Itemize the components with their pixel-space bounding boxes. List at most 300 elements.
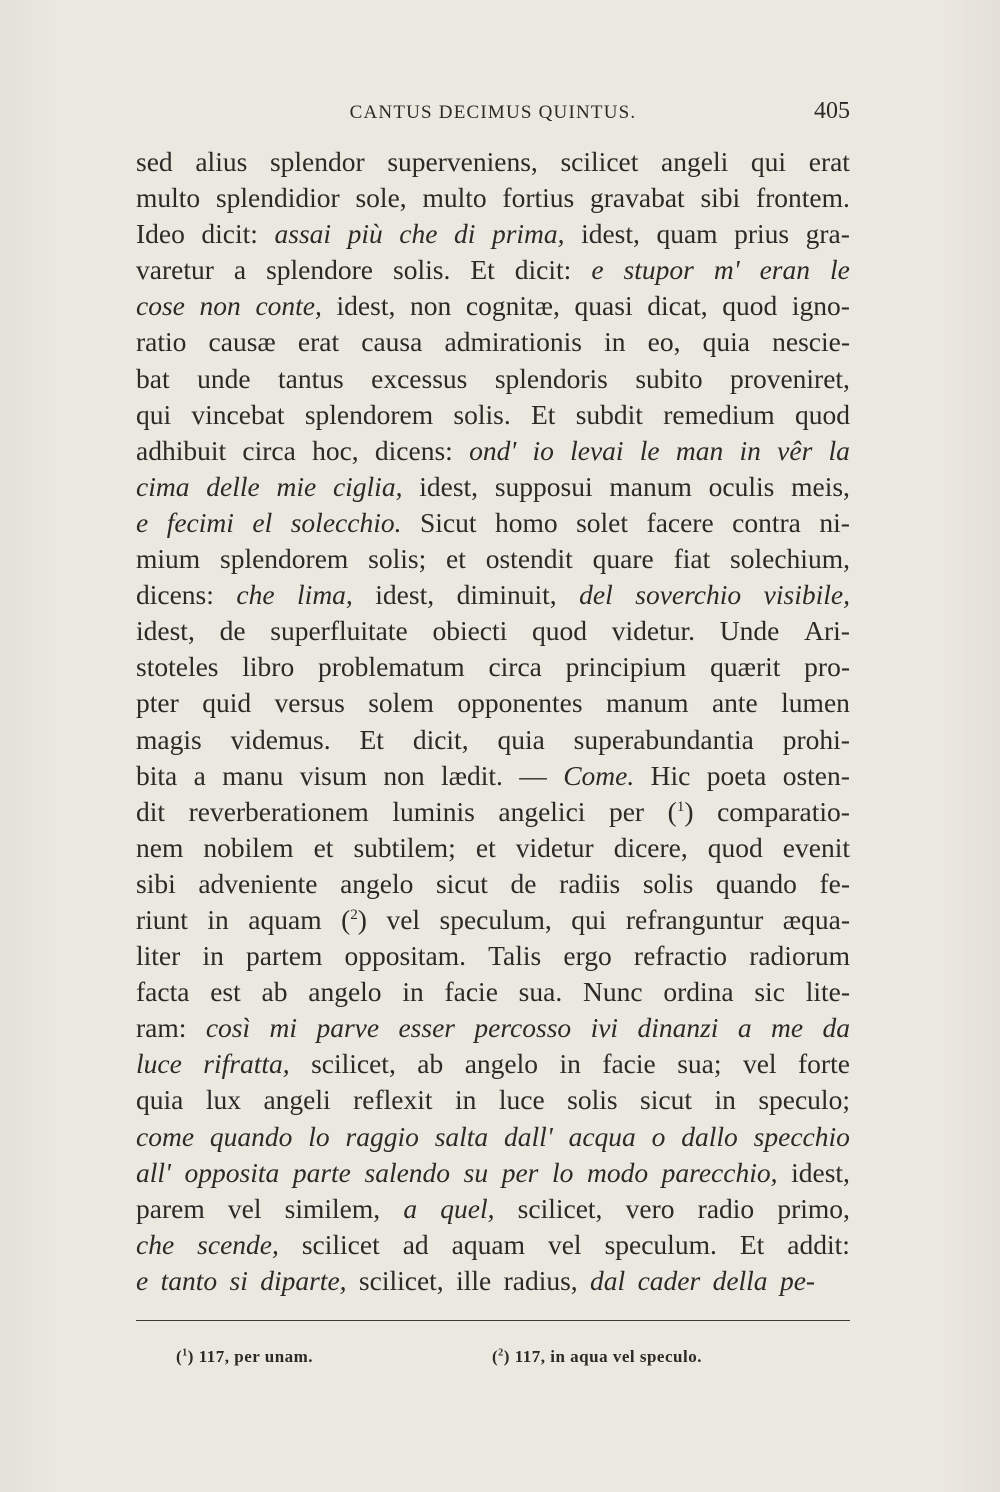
word: erat bbox=[808, 146, 850, 177]
word: unde bbox=[197, 362, 251, 394]
text-line bbox=[136, 361, 850, 397]
text-line bbox=[136, 794, 850, 830]
word: quod bbox=[707, 831, 763, 863]
word: solis; bbox=[368, 543, 427, 575]
word: subtilem; bbox=[353, 831, 456, 863]
word: luce bbox=[136, 1048, 182, 1080]
word: libro bbox=[242, 651, 295, 683]
word: videtur. bbox=[611, 615, 696, 647]
word: sua; bbox=[677, 1048, 722, 1080]
word: manum bbox=[606, 687, 689, 719]
word: angelo bbox=[464, 1048, 539, 1080]
word: contra bbox=[732, 506, 801, 538]
word: idest, bbox=[136, 615, 195, 647]
word: luminis bbox=[392, 795, 475, 827]
word: a bbox=[403, 1192, 418, 1224]
word: alius bbox=[195, 146, 248, 177]
word: vel bbox=[742, 1048, 777, 1080]
text-line bbox=[136, 1010, 850, 1046]
word: ostendit bbox=[485, 543, 573, 575]
word: dicit: bbox=[201, 218, 258, 250]
word: stupor bbox=[623, 254, 694, 286]
footnote-reference: ($^2$) bbox=[341, 903, 367, 935]
text-line bbox=[136, 469, 850, 505]
word: solis. bbox=[453, 398, 511, 430]
word: meis, bbox=[791, 470, 850, 502]
word: che bbox=[136, 1228, 175, 1260]
word: ratio bbox=[136, 326, 187, 358]
word: facie bbox=[444, 976, 498, 1008]
text-line bbox=[136, 685, 850, 721]
word: idest, bbox=[419, 470, 479, 502]
word: vel bbox=[547, 1228, 582, 1260]
word: lux bbox=[205, 1084, 241, 1116]
word: quia bbox=[702, 326, 750, 358]
word: supposui bbox=[494, 470, 593, 502]
word: della bbox=[712, 1264, 768, 1296]
word: ergo bbox=[563, 940, 612, 972]
word: dit bbox=[136, 795, 166, 827]
word: lo bbox=[308, 1120, 330, 1152]
text-line bbox=[136, 1119, 850, 1155]
word: superveniens, bbox=[387, 146, 538, 177]
word: Et bbox=[530, 398, 556, 430]
word: vero bbox=[625, 1192, 675, 1224]
word: oppositam. bbox=[344, 940, 466, 972]
word: in bbox=[559, 1048, 581, 1080]
word: me bbox=[771, 1012, 804, 1044]
word: angelici bbox=[498, 795, 586, 827]
word: dallo bbox=[681, 1120, 738, 1152]
word: dall' bbox=[504, 1120, 553, 1152]
word: o bbox=[651, 1120, 666, 1152]
word: per bbox=[608, 795, 645, 827]
word: subito bbox=[635, 362, 703, 394]
word: dal bbox=[590, 1264, 626, 1296]
text-line bbox=[136, 144, 850, 180]
word: modo bbox=[586, 1156, 649, 1188]
word: lima, bbox=[297, 579, 353, 611]
word: visum bbox=[299, 759, 367, 791]
word: le bbox=[830, 254, 850, 286]
word: causæ bbox=[208, 326, 276, 358]
word: varetur bbox=[136, 254, 214, 286]
word: osten- bbox=[782, 759, 850, 791]
word: qui bbox=[750, 146, 787, 177]
word: lumen bbox=[781, 687, 850, 719]
word: addit: bbox=[787, 1228, 850, 1260]
word: ille bbox=[456, 1264, 492, 1296]
word: adveniente bbox=[198, 867, 318, 899]
word: eo, bbox=[647, 326, 681, 358]
commentary-text bbox=[136, 144, 850, 1299]
word: solem bbox=[368, 687, 434, 719]
word: Talis bbox=[488, 940, 542, 972]
word: quando bbox=[715, 867, 797, 899]
word: sibi bbox=[700, 182, 741, 214]
word: Hic bbox=[650, 759, 691, 791]
word: dicit: bbox=[514, 254, 572, 286]
word: pter bbox=[136, 687, 179, 719]
word: gravabat bbox=[590, 182, 685, 214]
footnote-reference: ($^1$) bbox=[667, 795, 694, 827]
word: idest, bbox=[791, 1156, 850, 1188]
word: homo bbox=[494, 506, 558, 538]
word: in bbox=[402, 976, 424, 1008]
word: superabundantia bbox=[573, 723, 754, 755]
word: pro- bbox=[804, 651, 850, 683]
word: sole, bbox=[355, 182, 407, 214]
word: lo bbox=[551, 1156, 574, 1188]
word: prius bbox=[734, 218, 790, 250]
word: diparte, bbox=[260, 1264, 347, 1296]
word: dicens: bbox=[374, 434, 453, 466]
footnote-rule bbox=[136, 1320, 850, 1321]
word: dicere, bbox=[613, 831, 688, 863]
word: vel bbox=[227, 1192, 262, 1224]
word: sua. bbox=[518, 976, 563, 1008]
word: a bbox=[737, 1012, 752, 1044]
word: igno- bbox=[791, 290, 850, 322]
text-line bbox=[136, 938, 850, 974]
word: idest, bbox=[336, 290, 396, 322]
word: opponentes bbox=[457, 687, 583, 719]
word: esser bbox=[398, 1012, 455, 1044]
word: nobilem bbox=[203, 831, 294, 863]
word: lite- bbox=[805, 976, 850, 1008]
word: quid bbox=[202, 687, 252, 719]
word: superfluitate bbox=[270, 615, 408, 647]
word: et bbox=[475, 831, 496, 863]
word: visibile, bbox=[763, 579, 850, 611]
word: ad bbox=[402, 1228, 429, 1260]
word: assai bbox=[274, 218, 332, 250]
word: che bbox=[236, 579, 275, 611]
word: specchio bbox=[753, 1120, 850, 1152]
word: diminuit, bbox=[456, 579, 557, 611]
word: radiis bbox=[559, 867, 621, 899]
word: Unde bbox=[719, 615, 780, 647]
word: quasi bbox=[574, 290, 633, 322]
word: tanto bbox=[160, 1264, 218, 1296]
word: facie bbox=[602, 1048, 656, 1080]
word: a bbox=[193, 759, 206, 791]
word: prohi- bbox=[782, 723, 850, 755]
word: qui bbox=[136, 398, 172, 430]
word: Ideo bbox=[136, 218, 185, 250]
word: salta bbox=[434, 1120, 489, 1152]
word: el bbox=[252, 506, 273, 538]
word: percosso bbox=[474, 1012, 572, 1044]
word: ivi bbox=[590, 1012, 619, 1044]
word: refractio bbox=[633, 940, 728, 972]
word: circa bbox=[242, 434, 296, 466]
word: evenit bbox=[782, 831, 850, 863]
word: dicat, bbox=[647, 290, 708, 322]
text-line bbox=[136, 649, 850, 685]
chapter-title: CANTUS DECIMUS QUINTUS. bbox=[349, 102, 637, 123]
word: — bbox=[519, 759, 547, 791]
word: splendore bbox=[266, 254, 374, 286]
word: aquam bbox=[248, 903, 322, 935]
word: angeli bbox=[263, 1084, 331, 1116]
word: angelo bbox=[308, 976, 382, 1008]
word: nescie- bbox=[772, 326, 850, 358]
word: de bbox=[219, 615, 246, 647]
word: da bbox=[822, 1012, 850, 1044]
word: frontem. bbox=[755, 182, 850, 214]
word: Ari- bbox=[804, 615, 850, 647]
word: solechium, bbox=[730, 543, 850, 575]
word: sed bbox=[136, 146, 173, 177]
word: fe- bbox=[819, 867, 850, 899]
text-line bbox=[136, 252, 850, 288]
word: splendorem bbox=[220, 543, 349, 575]
text-line bbox=[136, 397, 850, 433]
word: scilicet, bbox=[358, 1264, 444, 1296]
word: quod bbox=[722, 290, 778, 322]
word: radius, bbox=[503, 1264, 578, 1296]
word: delle bbox=[206, 470, 260, 502]
word: proveniret, bbox=[730, 362, 850, 394]
word: ordina bbox=[663, 976, 734, 1008]
text-line bbox=[136, 1227, 850, 1263]
word: angeli bbox=[661, 146, 729, 177]
word: sicut bbox=[640, 1084, 692, 1116]
word: versus bbox=[274, 687, 345, 719]
footnote-text: 117, in aqua vel speculo. bbox=[514, 1347, 702, 1366]
text-line bbox=[136, 577, 850, 613]
word: Sicut bbox=[419, 506, 477, 538]
text-line bbox=[136, 722, 850, 758]
word: dicit, bbox=[412, 723, 469, 755]
word: io bbox=[532, 434, 554, 466]
word: manum bbox=[609, 470, 692, 502]
word: bita bbox=[136, 759, 178, 791]
page-number: 405 bbox=[814, 98, 850, 124]
word: riunt bbox=[136, 903, 188, 935]
word: salendo bbox=[364, 1156, 451, 1188]
text-line bbox=[136, 613, 850, 649]
word: in bbox=[739, 434, 761, 466]
word: non bbox=[199, 290, 241, 322]
word: mium bbox=[136, 543, 201, 575]
word: parem bbox=[136, 1192, 205, 1224]
text-line bbox=[136, 758, 850, 794]
text-line bbox=[136, 541, 850, 577]
word: ni- bbox=[819, 506, 850, 538]
word: di bbox=[454, 218, 476, 250]
word: sicut bbox=[435, 867, 488, 899]
word: quando bbox=[209, 1120, 293, 1152]
word: acqua bbox=[568, 1120, 636, 1152]
word: admirationis bbox=[444, 326, 582, 358]
word: dicens: bbox=[136, 579, 214, 611]
word: solis bbox=[567, 1084, 618, 1116]
text-line bbox=[136, 180, 850, 216]
word: aquam bbox=[451, 1228, 525, 1260]
word: poeta bbox=[706, 759, 767, 791]
word: similem, bbox=[284, 1192, 381, 1224]
word: soverchio bbox=[635, 579, 742, 611]
word: in bbox=[454, 1084, 477, 1116]
word: nem bbox=[136, 831, 184, 863]
text-line bbox=[136, 433, 850, 469]
word: Et bbox=[359, 723, 384, 755]
word: adhibuit bbox=[136, 434, 227, 466]
word: circa bbox=[488, 651, 542, 683]
word: magis bbox=[136, 723, 202, 755]
word: idest, bbox=[581, 218, 640, 250]
word: obiecti bbox=[432, 615, 508, 647]
word: Et bbox=[470, 254, 495, 286]
word: splendorem bbox=[304, 398, 434, 430]
word: radiorum bbox=[749, 940, 850, 972]
text-line bbox=[136, 288, 850, 324]
footnote-mark: 2 bbox=[498, 1347, 504, 1359]
word: scilicet bbox=[301, 1228, 380, 1260]
word: videtur bbox=[515, 831, 594, 863]
text-line bbox=[136, 902, 850, 938]
word: sibi bbox=[136, 867, 176, 899]
word: rifratta, bbox=[203, 1048, 290, 1080]
text-line bbox=[136, 1191, 850, 1227]
word: tantus bbox=[277, 362, 344, 394]
word: comparatio- bbox=[717, 795, 850, 827]
word: reflexit bbox=[353, 1084, 433, 1116]
word: sic bbox=[754, 976, 785, 1008]
word: quod bbox=[794, 398, 850, 430]
word: in bbox=[604, 326, 626, 358]
word: refranguntur bbox=[625, 903, 764, 935]
word: hoc, bbox=[312, 434, 359, 466]
word: solis bbox=[642, 867, 694, 899]
footnote-text: 117, per unam. bbox=[198, 1347, 314, 1366]
word: non bbox=[410, 290, 452, 322]
word: splendor bbox=[269, 146, 365, 177]
word: lædit. bbox=[441, 759, 503, 791]
word: subdit bbox=[575, 398, 643, 430]
word: fiat bbox=[673, 543, 711, 575]
word: cognitæ, bbox=[465, 290, 560, 322]
word: bat bbox=[136, 362, 170, 394]
word: e bbox=[136, 506, 149, 538]
word: solet bbox=[576, 506, 629, 538]
word: e bbox=[591, 254, 604, 286]
word: quia bbox=[497, 723, 545, 755]
word: partem bbox=[246, 940, 323, 972]
word: che bbox=[399, 218, 438, 250]
word: cose bbox=[136, 290, 185, 322]
word: liter bbox=[136, 940, 181, 972]
word: così bbox=[205, 1012, 251, 1044]
word: in bbox=[202, 940, 224, 972]
word: vel bbox=[386, 903, 421, 935]
word: non bbox=[383, 759, 425, 791]
word: multo bbox=[422, 182, 487, 214]
word: le bbox=[639, 434, 660, 466]
word: del bbox=[579, 579, 613, 611]
word: in bbox=[714, 1084, 736, 1116]
word: est bbox=[210, 976, 241, 1008]
word: solecchio. bbox=[290, 506, 402, 538]
text-line bbox=[136, 505, 850, 541]
word: videmus. bbox=[230, 723, 331, 755]
word: qui bbox=[571, 903, 607, 935]
word: æqua- bbox=[782, 903, 850, 935]
word: quia bbox=[136, 1084, 184, 1116]
word: reverberationem bbox=[188, 795, 369, 827]
word: levai bbox=[570, 434, 624, 466]
word: conte, bbox=[255, 290, 322, 322]
word: prima, bbox=[491, 218, 565, 250]
word: stoteles bbox=[136, 651, 219, 683]
text-line bbox=[136, 974, 850, 1010]
word: facta bbox=[136, 976, 190, 1008]
word: ond' bbox=[469, 434, 517, 466]
word: a bbox=[233, 254, 247, 286]
word: scilicet bbox=[560, 146, 639, 177]
text-line bbox=[136, 1082, 850, 1118]
word: erat bbox=[297, 326, 340, 358]
word: ram: bbox=[136, 1012, 187, 1044]
word: Nunc bbox=[582, 976, 643, 1008]
word: manu bbox=[222, 759, 284, 791]
word: Come. bbox=[563, 759, 635, 791]
word: per bbox=[501, 1156, 539, 1188]
word: raggio bbox=[345, 1120, 419, 1152]
footnote-1: ($^1$) 117, per unam. bbox=[176, 1347, 314, 1366]
word: problematum bbox=[318, 651, 465, 683]
word: splendidior bbox=[215, 182, 340, 214]
word: causa bbox=[361, 326, 423, 358]
word: angelo bbox=[340, 867, 414, 899]
word: fortius bbox=[502, 182, 575, 214]
word: dinanzi bbox=[637, 1012, 719, 1044]
word: scilicet, bbox=[517, 1192, 603, 1224]
word: pe- bbox=[779, 1264, 816, 1296]
word: cima bbox=[136, 470, 190, 502]
word: solis. bbox=[393, 254, 451, 286]
word: speculo; bbox=[758, 1084, 850, 1116]
word: quod bbox=[532, 615, 588, 647]
text-line bbox=[136, 830, 850, 866]
text-line bbox=[136, 1155, 850, 1191]
word: più bbox=[347, 218, 383, 250]
word: m' bbox=[713, 254, 740, 286]
word: luce bbox=[498, 1084, 545, 1116]
word: scende, bbox=[197, 1228, 279, 1260]
word: oculis bbox=[708, 470, 775, 502]
word: vincebat bbox=[191, 398, 285, 430]
word: et bbox=[446, 543, 466, 575]
word: mie bbox=[276, 470, 317, 502]
word: opposita bbox=[184, 1156, 280, 1188]
word: remedium bbox=[663, 398, 775, 430]
word: si bbox=[229, 1264, 248, 1296]
word: quare bbox=[592, 543, 654, 575]
word: quam bbox=[656, 218, 718, 250]
word: in bbox=[207, 903, 229, 935]
word: primo, bbox=[777, 1192, 850, 1224]
word: mi bbox=[269, 1012, 298, 1044]
word: e bbox=[136, 1264, 149, 1296]
word: cader bbox=[637, 1264, 701, 1296]
word: parte bbox=[292, 1156, 351, 1188]
footnote-2: ($^2$) 117, in aqua vel speculo. bbox=[492, 1347, 702, 1366]
word: et bbox=[313, 831, 334, 863]
text-line bbox=[136, 324, 850, 360]
